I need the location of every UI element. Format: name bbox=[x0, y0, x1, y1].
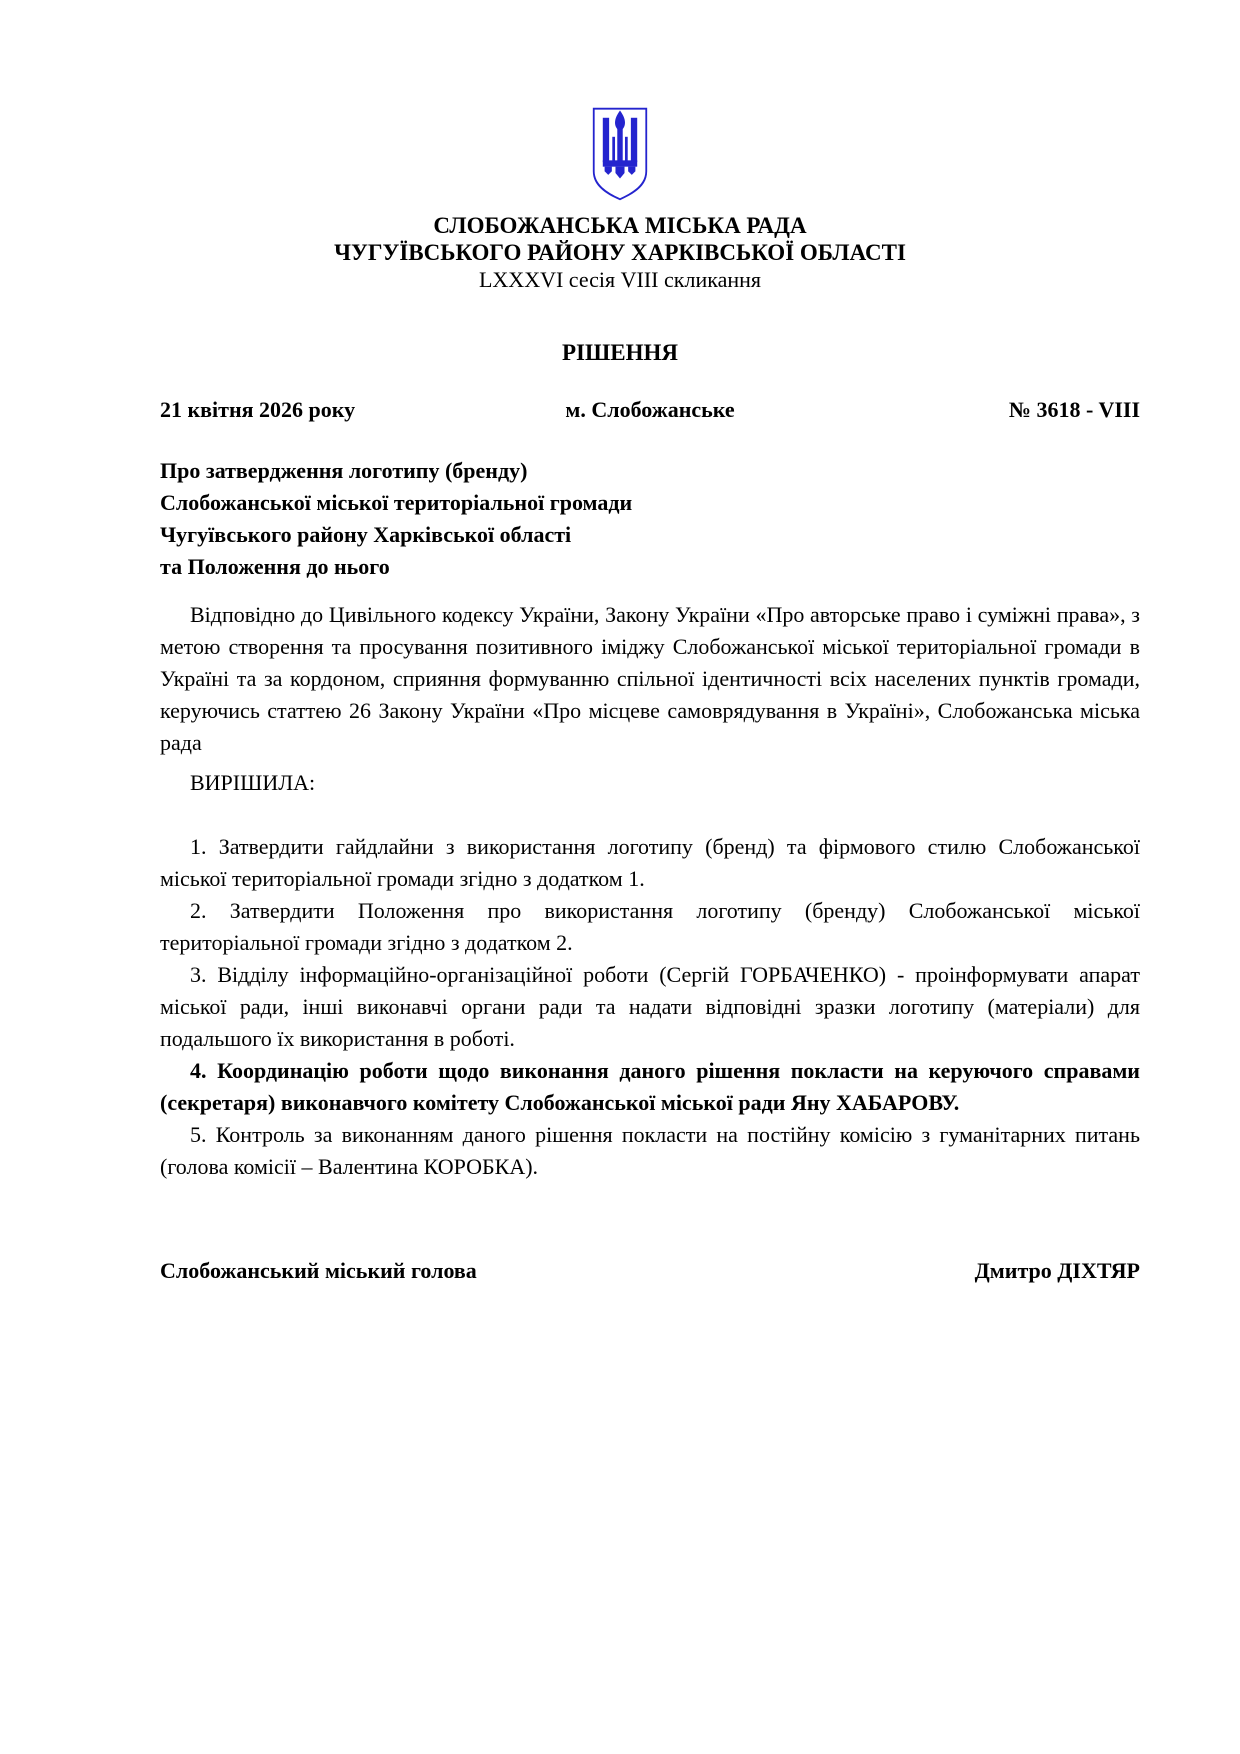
document-header bbox=[0, 106, 1240, 293]
org-name-line1: СЛОБОЖАНСЬКА МІСЬКА РАДА bbox=[433, 213, 807, 238]
document-title: РІШЕННЯ bbox=[562, 340, 678, 365]
session-line: LXXXVI сесія VIII скликання bbox=[478, 267, 761, 292]
decision-item-5: 5. Контроль за виконанням даного рішення покласти на постійну комісію з гуманітарних питань (голова комісії – Валентина КОРОБКА). bbox=[160, 1122, 1140, 1179]
signer-position: Слобожанський міський голова bbox=[160, 1258, 477, 1283]
subject-line: та Положення до нього bbox=[160, 554, 390, 579]
subject-line: Слобожанської міської територіальної громади bbox=[160, 490, 633, 515]
ukraine-trident-emblem-icon bbox=[591, 106, 649, 202]
document-body bbox=[0, 396, 1240, 1287]
decision-item-3: 3. Відділу інформаційно-організаційної роботи (Сергій ГОРБАЧЕНКО) - проінформувати апарат міської ради, інші виконавчі органи ради та надати відповідні зразки логотипу (матеріали) для подальшого їх використання в роботі. bbox=[160, 962, 1140, 1051]
decision-item-1: 1. Затвердити гайдлайни з використання логотипу (бренд) та фірмового стилю Слобожанської міської територіальної громади згідно з додатком 1. bbox=[160, 834, 1140, 891]
subject-block bbox=[160, 455, 1140, 583]
signer-name: Дмитро ДІХТЯР bbox=[974, 1258, 1140, 1283]
resolved-label: ВИРІШИЛА: bbox=[190, 770, 316, 795]
decision-date: 21 квітня 2026 року bbox=[160, 397, 356, 422]
subject-line: Про затвердження логотипу (бренду) bbox=[160, 458, 528, 483]
decision-number: № 3618 - VIII bbox=[1008, 397, 1141, 422]
decision-place: м. Слобожанське bbox=[565, 397, 735, 422]
signature-row bbox=[160, 1255, 1140, 1287]
preamble-paragraph: Відповідно до Цивільного кодексу України, Закону України «Про авторське право і суміжні права», з метою створення та просування позитивного іміджу Слобожанської міської територіальної громади в Україні та за кордоном, сприяння формуванню спільної ідентичності всіх населених пунктів громади, керуючись статтею 26 Закону України «Про місцеве самоврядування в Україні», Слобожанська міська рада bbox=[160, 602, 1140, 755]
decision-item-2: 2. Затвердити Положення про використання логотипу (бренду) Слобожанської міської територіальної громади згідно з додатком 2. bbox=[160, 898, 1140, 955]
org-name-line2: ЧУГУЇВСЬКОГО РАЙОНУ ХАРКІВСЬКОЇ ОБЛАСТІ bbox=[334, 240, 906, 265]
decision-item-4: 4. Координацію роботи щодо виконання даного рішення покласти на керуючого справами (секретаря) виконавчого комітету Слобожанської міської ради Яну ХАБАРОВУ. bbox=[160, 1058, 1140, 1115]
meta-row bbox=[160, 396, 1140, 423]
subject-line: Чугуївського району Харківської області bbox=[160, 522, 572, 547]
